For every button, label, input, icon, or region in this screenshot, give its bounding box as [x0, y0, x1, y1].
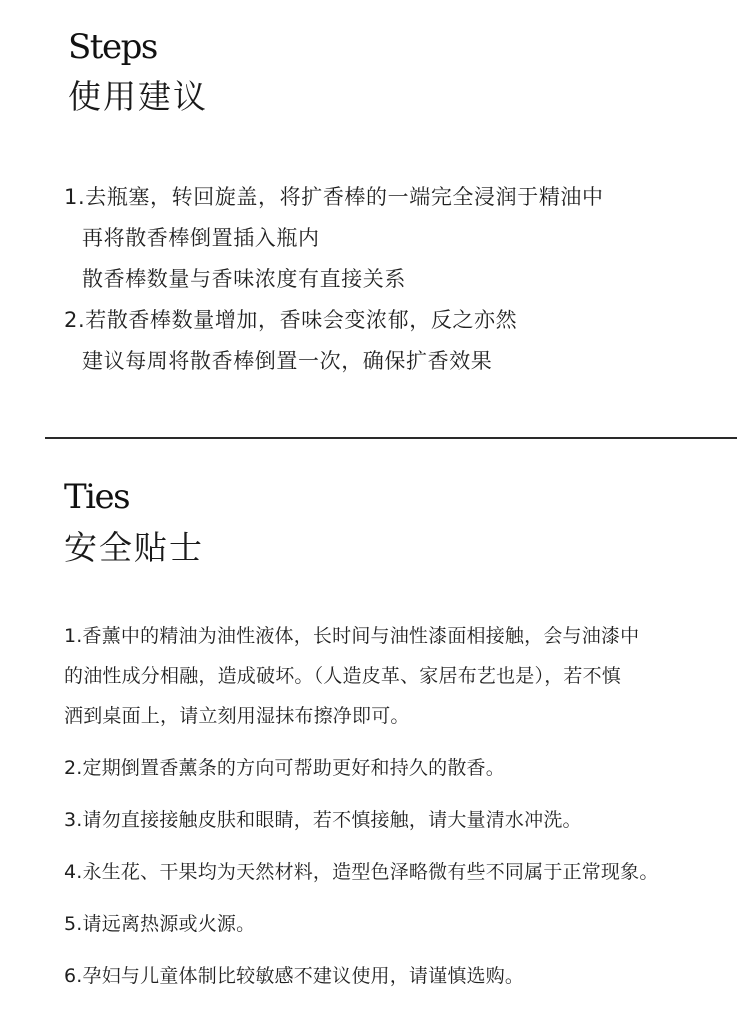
- tip-line: 5.请远离热源或火源。: [64, 913, 256, 935]
- step-line: 再将散香棒倒置插入瓶内: [82, 226, 320, 250]
- tip-item: [64, 748, 744, 788]
- tip-item: [64, 956, 744, 996]
- tip-item: [64, 904, 744, 944]
- step-line: 1.去瓶塞，转回旋盖，将扩香棒的一端完全浸润于精油中: [64, 185, 604, 209]
- tip-item: [64, 616, 744, 736]
- steps-instructions: [64, 180, 604, 385]
- tips-heading-zh: 安全贴士: [64, 528, 204, 567]
- steps-heading-en: Steps: [68, 27, 157, 67]
- step-line: 2.若散香棒数量增加，香味会变浓郁，反之亦然: [64, 308, 518, 332]
- section-divider: [45, 437, 737, 439]
- safety-tips-list: [64, 616, 744, 1008]
- tip-line: 4.永生花、干果均为天然材料，造型色泽略微有些不同属于正常现象。: [64, 861, 659, 883]
- tip-line: 洒到桌面上，请立刻用湿抹布擦净即可。: [64, 705, 410, 727]
- tip-line: 6.孕妇与儿童体制比较敏感不建议使用，请谨慎选购。: [64, 965, 525, 987]
- tip-line: 1.香薰中的精油为油性液体，长时间与油性漆面相接触，会与油漆中: [64, 625, 640, 647]
- tip-item: [64, 852, 744, 892]
- tips-heading-en: Ties: [64, 477, 130, 517]
- step-line: 散香棒数量与香味浓度有直接关系: [82, 267, 406, 291]
- step-line: 建议每周将散香棒倒置一次，确保扩香效果: [82, 349, 493, 373]
- tip-line: 3.请勿直接接触皮肤和眼睛，若不慎接触，请大量清水冲洗。: [64, 809, 582, 831]
- tip-line: 2.定期倒置香薰条的方向可帮助更好和持久的散香。: [64, 757, 505, 779]
- steps-heading-zh: 使用建议: [68, 77, 208, 116]
- tip-line: 的油性成分相融，造成破坏。（人造皮革、家居布艺也是），若不慎: [64, 665, 622, 687]
- tip-item: [64, 800, 744, 840]
